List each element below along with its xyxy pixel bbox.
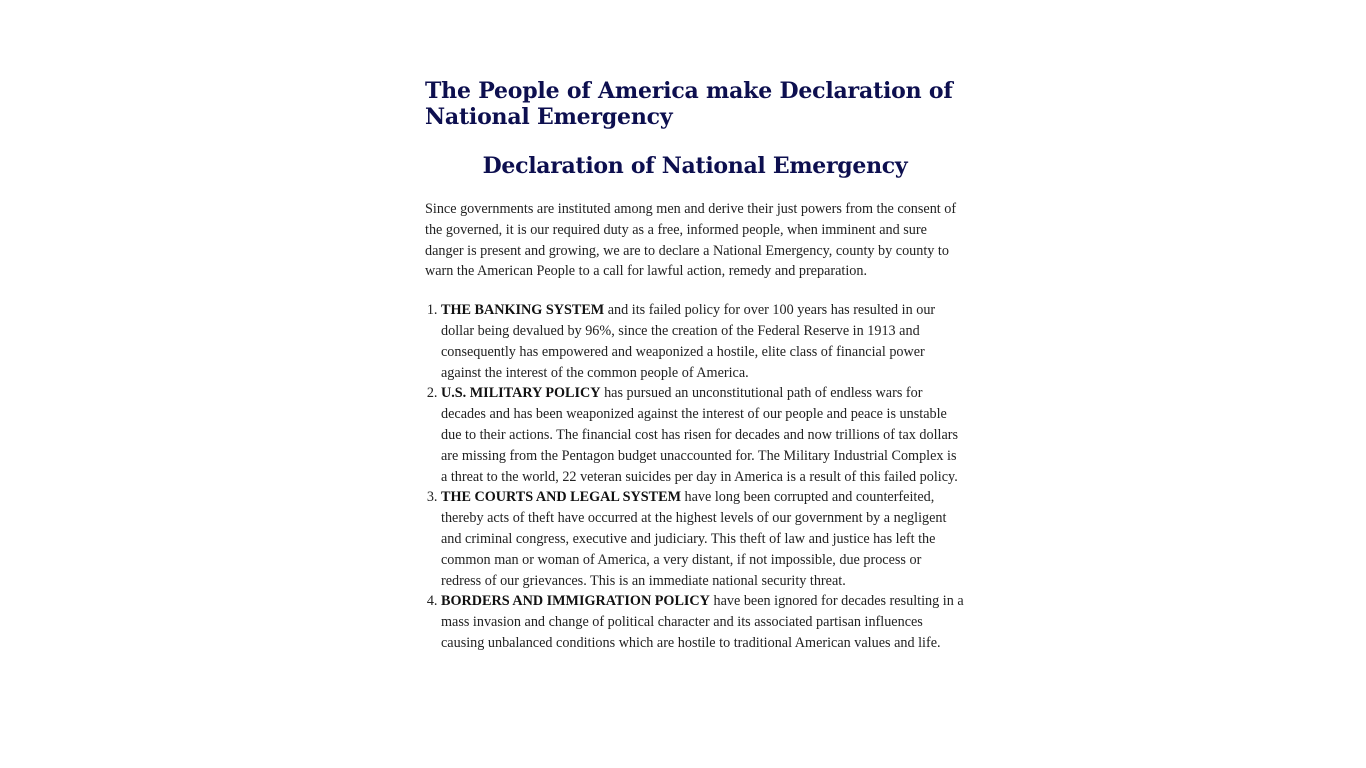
intro-paragraph: Since governments are instituted among men and derive their just powers from the consent of the governed, it is our required duty as a free, informed people, when imminent and sure danger is present and growing, we are to declare a National Emergency, county by county to warn the American People to a call for lawful action, remedy and preparation. [425,201,957,280]
document-page [425,78,965,654]
grievance-heading: U.S. MILITARY POLICY [441,385,601,402]
grievance-heading: THE BANKING SYSTEM [441,302,605,319]
grievance-text: and its failed policy for over 100 years has resulted in our dollar being devalued by 96%, since the creation of the Federal Reserve in 1913 and consequently has empowered and weaponized a hostile, elite class of financial power against the interest of the common people of America. [441,302,936,381]
page-title: The People of America make Declaration of National Emergency [425,78,953,130]
grievance-item-borders [441,591,965,653]
grievance-text: have long been corrupted and counterfeited, thereby acts of theft have occurred at the highest levels of our government by a negligent and criminal congress, executive and judiciary. This theft of law and justice has left the common man or woman of America, a very distant, if not impossible, due process or redress of our grievances. This is an immediate national security threat. [441,489,947,589]
grievance-heading: THE COURTS AND LEGAL SYSTEM [441,489,681,506]
grievance-text: have been ignored for decades resulting in a mass invasion and change of political character and its associated partisan influences causing unbalanced conditions which are hostile to traditional American values and life. [441,593,964,651]
grievance-item-courts [441,487,965,591]
grievance-heading: BORDERS AND IMMIGRATION POLICY [441,593,710,610]
grievance-list [425,300,965,654]
grievance-item-banking [441,300,965,383]
grievance-item-military [441,383,965,487]
declaration-subtitle: Declaration of National Emergency [482,153,908,179]
grievance-text: has pursued an unconstitutional path of endless wars for decades and has been weaponized against the interest of our people and peace is unstable due to their actions. The financial cost has risen for decades and now trillions of tax dollars are missing from the Pentagon budget unaccounted for. The Military Industrial Complex is a threat to the world, 22 veteran suicides per day in America is a result of this failed policy. [441,385,959,485]
